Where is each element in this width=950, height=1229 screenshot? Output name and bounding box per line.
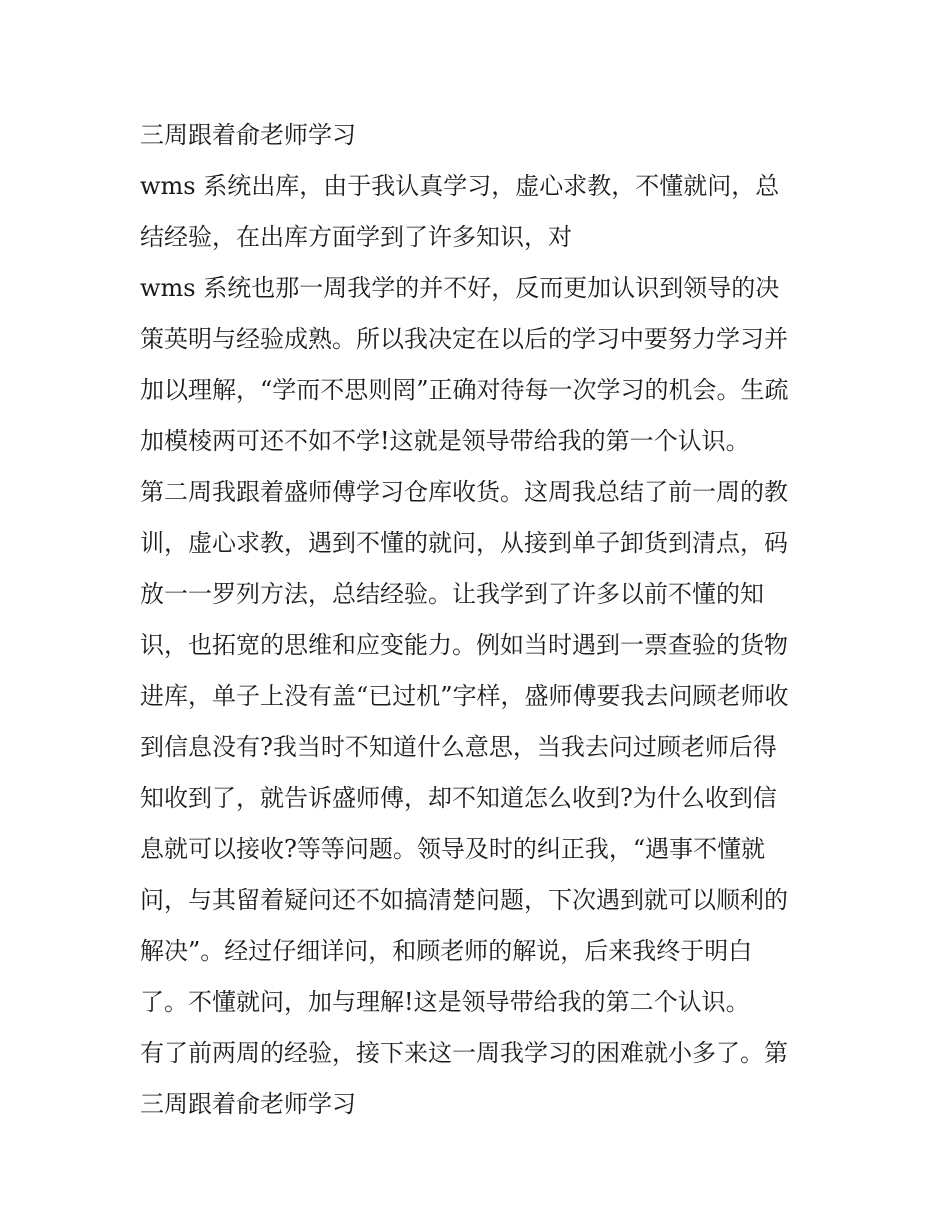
text-line: 训，虚心求教，遇到不懂的就问，从接到单子卸货到清点，码 — [140, 529, 788, 557]
text-line: 三周跟着俞老师学习 — [140, 1090, 356, 1118]
text-line: 加以理解，“学而不思则罔”正确对待每一次学习的机会。生疏 — [140, 376, 789, 404]
text-line: 解决”。经过仔细详问，和顾老师的解说，后来我终于明白 — [140, 937, 753, 965]
text-line: 结经验，在出库方面学到了许多知识，对 — [140, 223, 572, 251]
text-line: 有了前两周的经验，接下来这一周我学习的困难就小多了。第 — [140, 1039, 788, 1067]
text-line: wms 系统出库，由于我认真学习，虚心求教，不懂就问，总 — [140, 172, 780, 200]
text-line: 知收到了，就告诉盛师傅，却不知道怎么收到?为什么收到信 — [140, 784, 777, 812]
document-body — [140, 110, 830, 1130]
text-line: wms 系统也那一周我学的并不好，反而更加认识到领导的决 — [140, 274, 780, 302]
text-line: 息就可以接收?等等问题。领导及时的纠正我，“遇事不懂就 — [140, 835, 766, 863]
text-line: 放一一罗列方法，总结经验。让我学到了许多以前不懂的知 — [140, 580, 764, 608]
text-line: 加模棱两可还不如不学!这就是领导带给我的第一个认识。 — [140, 427, 750, 455]
text-line: 问，与其留着疑问还不如搞清楚问题，下次遇到就可以顺利的 — [140, 886, 788, 914]
text-line: 进库，单子上没有盖“已过机”字样，盛师傅要我去问顾老师收 — [140, 682, 789, 710]
text-line: 第二周我跟着盛师傅学习仓库收货。这周我总结了前一周的教 — [140, 478, 788, 506]
text-line: 三周跟着俞老师学习 — [140, 121, 356, 149]
text-line: 到信息没有?我当时不知道什么意思，当我去问过顾老师后得 — [140, 733, 777, 761]
text-line: 策英明与经验成熟。所以我决定在以后的学习中要努力学习并 — [140, 325, 788, 353]
text-line: 识，也拓宽的思维和应变能力。例如当时遇到一票查验的货物 — [140, 631, 788, 659]
text-line: 了。不懂就问，加与理解!这是领导带给我的第二个认识。 — [140, 988, 750, 1016]
